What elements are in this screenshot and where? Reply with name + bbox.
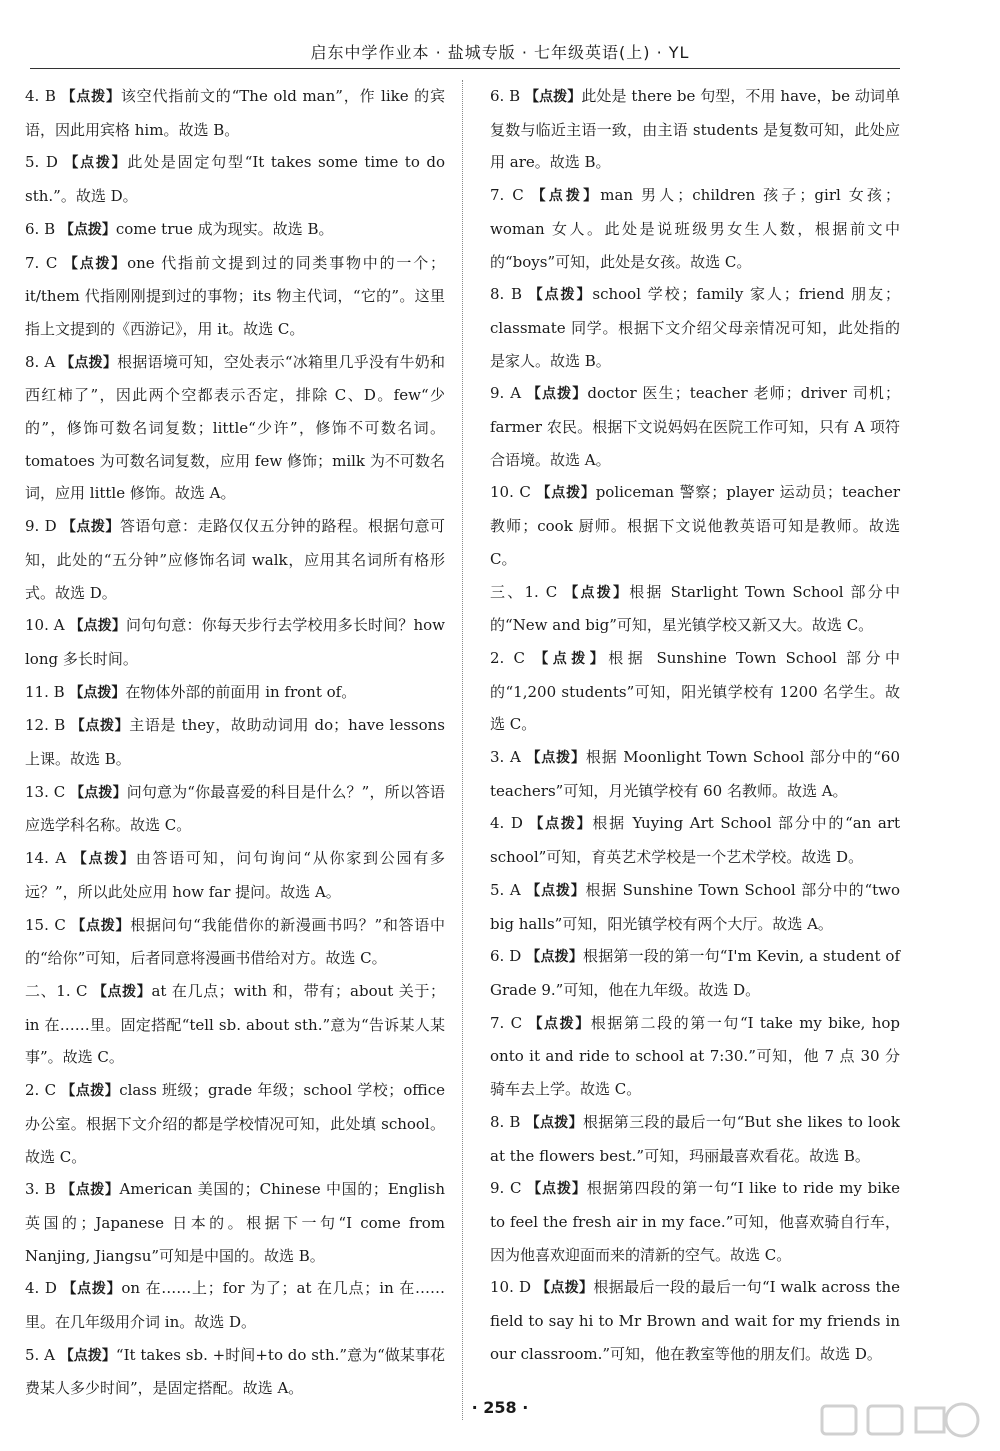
answer-entry	[25, 1074, 445, 1173]
answer-entry	[25, 1272, 445, 1338]
explanation-text: class 班级；grade 年级；school 学校；office 办公室。根据下文介绍的都是学校情况可知，此处填 school。故选 C。	[25, 1081, 446, 1166]
answer-number: 6. B	[490, 87, 526, 105]
answer-number: 7. C	[25, 253, 64, 272]
explanation-tag: 【点拨】	[536, 1280, 594, 1297]
answer-number: 7. C	[490, 186, 532, 205]
answer-number: 9. C	[490, 1179, 528, 1198]
explanation-text: 根据第一段的第一句“I'm Kevin, a student of Grade 9.”可知，他在九年级。故选 D。	[490, 947, 901, 999]
explanation-tag: 【点拨】	[526, 750, 586, 767]
explanation-tag: 【点拨】	[69, 684, 126, 701]
answer-number: 2. C	[490, 648, 535, 667]
answer-number: 3. A	[490, 748, 527, 767]
answer-number: 三、1. C	[490, 582, 565, 601]
explanation-tag: 【点拨】	[526, 386, 588, 403]
answer-number: 8. A	[25, 352, 61, 371]
explanation-text: 问句句意：你每天步行去学校用多长时间？how long 多长时间。	[25, 616, 445, 668]
explanation-text: 根据 Sunshine Town School 部分中的“1,200 students”可知，阳光镇学校有 1200 名学生。故选 C。	[490, 648, 901, 734]
explanation-tag: 【点拨】	[62, 1281, 122, 1298]
page-number: · 258 ·	[471, 1398, 529, 1417]
answer-number: 13. C	[25, 782, 71, 801]
explanation-tag: 【点拨】	[72, 851, 136, 868]
answer-entry	[490, 741, 900, 807]
explanation-text: 根据 Starlight Town School 部分中的“New and big”可知，星光镇学校又新又大。故选 C。	[490, 582, 901, 635]
explanation-tag: 【点拨】	[63, 255, 128, 272]
explanation-text: school 学校；family 家人；friend 朋友；classmate 同学。根据下文介绍父母亲情况可知，此处指的是家人。故选 B。	[490, 285, 901, 370]
answer-entry	[490, 576, 900, 642]
explanation-text: doctor 医生；teacher 老师；driver 司机；farmer 农民。根据下文说妈妈在医院工作可知，只有 A 项符合语境。故选 A。	[490, 384, 900, 469]
answer-entry	[490, 1007, 900, 1106]
answer-entry	[25, 676, 445, 710]
explanation-text: 根据第四段的第一句“I like to ride my bike to feel the fresh air in my face.”可知，他喜欢骑自行车，因为他喜欢迎面而来的清新的空气。故选 C。	[490, 1179, 900, 1264]
answer-entry	[25, 247, 445, 346]
answer-entry	[490, 377, 900, 476]
explanation-tag: 【点拨】	[69, 618, 126, 635]
answer-number: 7. C	[490, 1013, 529, 1032]
answer-entry	[25, 1339, 445, 1405]
explanation-tag: 【点拨】	[564, 584, 630, 601]
answer-entry	[490, 807, 900, 873]
explanation-text: 答语句意：走路仅仅五分钟的路程。根据句意可知，此处的“五分钟”应修饰名词 walk，应用其名词所有格形式。故选 D。	[25, 517, 446, 602]
answer-number: 5. A	[490, 880, 527, 899]
explanation-text: 根据 Yuying Art School 部分中的“an art school”可知，育英艺术学校是一个艺术学校。故选 D。	[490, 814, 901, 867]
answer-entry	[490, 1172, 900, 1271]
explanation-text: 问句意为“你最喜爱的科目是什么？”，所以答语应选学科名称。故选 C。	[25, 782, 445, 835]
explanation-text: 该空代指前文的“The old man”，作 like 的宾语，因此用宾格 him。故选 B。	[25, 87, 446, 139]
answer-number: 10. C	[490, 483, 537, 502]
answer-entry	[490, 1271, 900, 1370]
answer-number: 8. B	[490, 285, 529, 304]
explanation-tag: 【点拨】	[525, 1114, 584, 1131]
explanation-tag: 【点拨】	[527, 1181, 587, 1198]
answer-entry	[25, 609, 445, 675]
answer-entry	[490, 874, 900, 940]
answer-number: 2. C	[25, 1081, 62, 1100]
answer-number: 4. B	[25, 87, 62, 105]
answer-column-left	[25, 80, 445, 1405]
answer-entry	[25, 975, 445, 1074]
explanation-text: 根据第二段的第一句“I take my bike, hop onto it and ride to school at 7:30.”可知，他 7 点 30 分骑车去上学。故选 C。	[490, 1013, 901, 1099]
answer-entry	[25, 1173, 445, 1272]
explanation-tag: 【点拨】	[536, 485, 596, 502]
explanation-tag: 【点拨】	[64, 155, 128, 172]
answer-entry	[490, 179, 900, 278]
explanation-text: man 男人；children 孩子；girl 女孩；woman 女人。此处是说班级男女生人数，根据前文中的“boys”可知，此处是女孩。故选 C。	[490, 186, 901, 271]
explanation-tag: 【点拨】	[531, 188, 601, 205]
explanation-tag: 【点拨】	[61, 89, 121, 105]
answer-number: 12. B	[25, 716, 71, 735]
answer-number: 9. D	[25, 517, 62, 536]
answer-entry	[490, 476, 900, 575]
answer-entry	[25, 709, 445, 775]
explanation-tag: 【点拨】	[70, 784, 127, 801]
explanation-text: “It takes sb. +时间+to do sth.”意为“做某事花费某人多少时间”，是固定搭配。故选 A。	[25, 1345, 445, 1398]
explanation-tag: 【点拨】	[61, 519, 120, 536]
answer-entry	[25, 510, 445, 609]
explanation-text: 此处是 there be 句型，不用 have，be 动词单复数与临近主语一致，由主语 students 是复数可知，此处应用 are。故选 B。	[490, 87, 901, 172]
answer-entry	[25, 213, 445, 247]
answer-number: 10. A	[25, 616, 70, 635]
answer-number: 二、1. C	[25, 981, 93, 1000]
answer-entry	[25, 776, 445, 842]
answer-number: 8. B	[490, 1112, 526, 1131]
answer-entry	[25, 80, 445, 146]
answer-entry	[25, 842, 445, 908]
explanation-tag: 【点拨】	[70, 718, 130, 735]
answer-entry	[25, 909, 445, 975]
watermark-logo	[812, 1398, 992, 1448]
explanation-tag: 【点拨】	[92, 983, 152, 1000]
answer-number: 15. C	[25, 915, 72, 934]
explanation-text: come true 成为现实。故选 B。	[115, 219, 334, 238]
answer-number: 3. B	[25, 1180, 62, 1199]
explanation-tag: 【点拨】	[61, 1182, 120, 1199]
explanation-tag: 【点拨】	[528, 287, 593, 304]
explanation-tag: 【点拨】	[71, 917, 131, 934]
explanation-text: 根据问句“我能借你的新漫画书吗？”和答语中的“给你”可知，后者同意将漫画书借给对方。故选 C。	[25, 915, 446, 968]
header-rule	[30, 68, 900, 69]
answer-number: 6. B	[25, 219, 60, 238]
answer-entry	[490, 940, 900, 1006]
explanation-text: American 美国的；Chinese 中国的；English 英国的；Japanese 日本的。根据下一句“I come from Nanjing, Jiangsu”可知是中国的。故选 B。	[25, 1180, 446, 1265]
answer-entry	[25, 146, 445, 212]
answer-number: 10. D	[490, 1278, 537, 1297]
explanation-text: on 在……上；for 为了；at 在几点；in 在……里。在几年级用介词 in。故选 D。	[25, 1279, 446, 1332]
explanation-text: one 代指前文提到过的同类事物中的一个；it/them 代指刚刚提到过的事物；its 物主代词，“它的”。这里指上文提到的《西游记》，用 it。故选 C。	[25, 253, 445, 338]
answer-entry	[490, 278, 900, 377]
explanation-tag: 【点拨】	[526, 882, 586, 899]
explanation-tag: 【点拨】	[59, 221, 116, 238]
explanation-text: 主语是 they，故助动词用 do；have lessons 上课。故选 B。	[25, 716, 445, 769]
explanation-tag: 【点拨】	[534, 650, 609, 667]
answer-entry	[490, 1106, 900, 1172]
explanation-text: 根据 Sunshine Town School 部分中的“two big halls”可知，阳光镇学校有两个大厅。故选 A。	[490, 880, 901, 933]
explanation-text: 此处是固定句型“It takes some time to do sth.”。故选 D。	[25, 153, 446, 206]
answer-number: 9. A	[490, 384, 527, 403]
explanation-text: 根据 Moonlight Town School 部分中的“60 teachers”可知，月光镇学校有 60 名教师。故选 A。	[490, 748, 900, 800]
explanation-text: 根据第三段的最后一句“But she likes to look at the flowers best.”可知，玛丽最喜欢看花。故选 B。	[490, 1112, 900, 1165]
answer-number: 14. A	[25, 849, 73, 868]
answer-number: 4. D	[490, 814, 530, 833]
explanation-tag: 【点拨】	[59, 1347, 116, 1364]
explanation-tag: 【点拨】	[60, 354, 118, 371]
explanation-tag: 【点拨】	[528, 1015, 591, 1032]
explanation-text: 根据语境可知，空处表示“冰箱里几乎没有牛奶和西红柿了”，因此两个空都表示否定，排除 C、D。few“少的”，修饰可数名词复数；little“少许”，修饰不可数名词。tomatoes 为可数名词复数，应用 few 修饰；milk 为不可数名词，应用 little 修饰。故选 A。	[25, 352, 446, 503]
explanation-text: 在物体外部的前面用 in front of。	[125, 682, 357, 701]
explanation-tag: 【点拨】	[525, 89, 582, 105]
answer-entry	[25, 346, 445, 511]
answer-column-right	[490, 80, 900, 1370]
explanation-text: 由答语可知，问句询问“从你家到公园有多远？”，所以此处应用 how far 提问。故选 A。	[25, 849, 445, 901]
answer-number: 5. D	[25, 153, 65, 172]
answer-number: 5. A	[25, 1345, 60, 1364]
explanation-text: at 在几点；with 和，带有；about 关于；in 在……里。固定搭配“tell sb. about sth.”意为“告诉某人某事”。故选 C。	[25, 981, 445, 1067]
explanation-tag: 【点拨】	[61, 1083, 120, 1100]
running-header: 启东中学作业本 · 盐城专版 · 七年级英语(上) · YL	[310, 43, 690, 62]
column-divider	[462, 80, 463, 1420]
answer-number: 11. B	[25, 682, 70, 701]
answer-number: 4. D	[25, 1279, 63, 1298]
explanation-text: policeman 警察；player 运动员；teacher 教师；cook 厨师。根据下文说他教英语可知是教师。故选 C。	[490, 483, 901, 568]
answer-number: 6. D	[490, 947, 527, 966]
explanation-tag: 【点拨】	[526, 949, 584, 966]
explanation-text: 根据最后一段的最后一句“I walk across the field to say hi to Mr Brown and wait for my friends in our classroom.”可知，他在教室等他的朋友们。故选 D。	[490, 1278, 901, 1363]
answer-entry	[490, 80, 900, 179]
answer-entry	[490, 642, 900, 741]
explanation-tag: 【点拨】	[529, 816, 593, 833]
